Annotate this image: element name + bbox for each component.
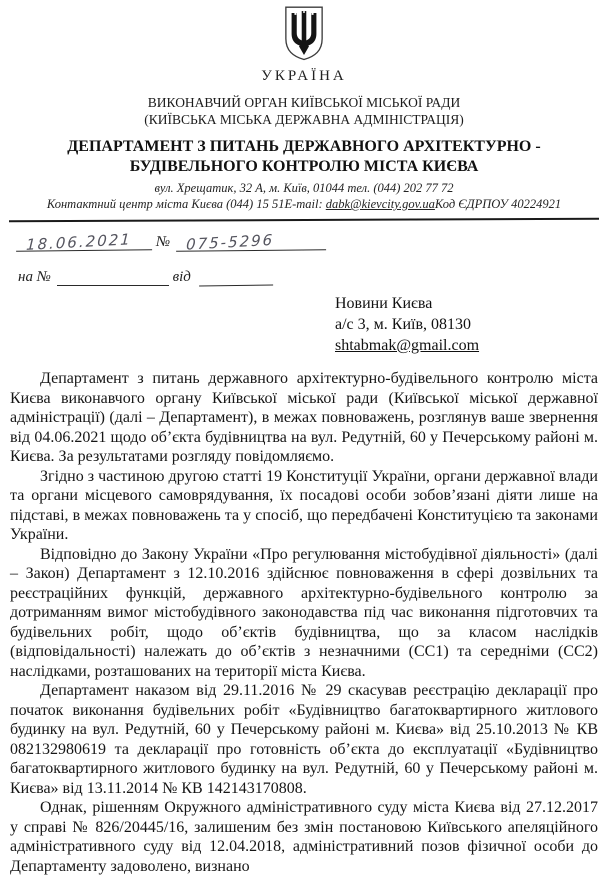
outgoing-reference-row bbox=[16, 229, 608, 257]
department-name bbox=[0, 137, 608, 177]
coat-of-arms-of-ukraine-icon bbox=[0, 5, 608, 61]
handwritten-date: 18.06.2021 bbox=[25, 230, 133, 254]
reply-from-label: від bbox=[172, 269, 191, 285]
country-title: УКРАЇНА bbox=[261, 68, 347, 84]
edrpou-code: Код ЄДРПОУ 40224921 bbox=[434, 197, 562, 211]
department-email: dabk@kievcity.gov.ua bbox=[325, 197, 435, 211]
handwritten-number: 075-5296 bbox=[185, 230, 275, 254]
org-line-1: ВИКОНАВЧИЙ ОРГАН КИЇВСЬКОЇ МІСЬКОЇ РАДИ bbox=[147, 95, 461, 110]
reply-to-label: на № bbox=[18, 269, 51, 285]
recipient-name: Новини Києва bbox=[335, 295, 433, 312]
reply-date-blank bbox=[199, 267, 273, 286]
issuing-organization bbox=[0, 94, 608, 128]
body-paragraph: Департамент з питань державного архітектурно-будівельного контролю міста Києва виконавчого органу Київської міської ради (Київської міської державної адміністрації) (далі – Департамент), в межах повноважень, розглянув ваше звернення від 04.06.2021 щодо об’єкта будівництва на вул. Редутній, 60 у Печерському районі м. Києва. За результатами розгляду повідомляємо. bbox=[10, 370, 598, 465]
recipient-block bbox=[335, 293, 608, 356]
body-paragraph: Згідно з частиною другою статті 19 Конституції України, органи державної влади та органи місцевого самоврядування, їх посадові особи зобов’язані діяти лише на підставі, в межах повноважень та у спосіб, що передбачені Конституцією та законами України. bbox=[10, 467, 598, 543]
body-paragraph: Департамент наказом від 29.11.2016 № 29 скасував реєстрацію декларації про початок виконання будівельних робіт «Будівництво багатоквартирного житлового будинку на вул. Редутній, 60 у Печерському районі м. Києва» від 25.10.2013 № КВ 082132980619 та декларації про готовність об’єкта до експлуатації «Будівництво багатоквартирного житлового будинку на вул. Редутній, 60 у Печерському районі м. Києва» від 13.11.2014 № КВ 142143170808. bbox=[10, 682, 598, 797]
body-paragraph: Однак, рішенням Окружного адміністративного суду міста Києва від 27.12.2017 у справі № 826/20445/16, залишеним без змін постановою Київського апеляційного адміністративного суду від 12.04.2018, адміністративний позов фізичної особи до Департаменту задоволено, визнано bbox=[10, 799, 598, 875]
letter-body bbox=[10, 369, 598, 876]
letterhead-address: вул. Хрещатик, 32 А, м. Київ, 01044 тел. (044) 202 77 72 bbox=[154, 181, 454, 195]
contact-center-text: Контактний центр міста Києва (044) 15 51 bbox=[46, 197, 285, 211]
reply-number-blank bbox=[57, 268, 169, 286]
org-line-2: (КИЇВСЬКА МІСЬКА ДЕРЖАВНА АДМІНІСТРАЦІЯ) bbox=[144, 112, 464, 127]
letterhead-contacts bbox=[0, 197, 608, 212]
incoming-reference-row bbox=[18, 268, 608, 286]
department-name-line-2: БУДІВЕЛЬНОГО КОНТРОЛЮ МІСТА КИЄВА bbox=[129, 158, 479, 175]
body-paragraph: Відповідно до Закону України «Про регулювання містобудівної діяльності» (далі – Закон) Департамент з 12.10.2016 здійснює повноваження в сфері дозвільних та реєстраційних функцій, державного архітектурно-будівельного контролю за дотриманням вимог містобудівного законодавства під час виконання підготовчих та будівельних робіт, щодо об’єктів будівництва, що за класом наслідків (відповідальності) належать до об’єктів з незначними (СС1) та середніми (СС2) наслідками, розташованих на території міста Києва. bbox=[10, 545, 598, 680]
letterhead bbox=[0, 0, 608, 212]
outgoing-number-blank bbox=[176, 228, 326, 252]
recipient-email: shtabmak@gmail.com bbox=[335, 337, 480, 354]
number-sign: № bbox=[156, 234, 171, 250]
outgoing-date-blank bbox=[16, 228, 152, 254]
recipient-address: а/с 3, м. Київ, 08130 bbox=[335, 316, 472, 333]
email-label: E-mail: bbox=[284, 197, 326, 211]
letterhead-divider bbox=[9, 218, 599, 223]
department-name-line-1: ДЕПАРТАМЕНТ З ПИТАНЬ ДЕРЖАВНОГО АРХІТЕКТУРНО - bbox=[67, 138, 541, 155]
